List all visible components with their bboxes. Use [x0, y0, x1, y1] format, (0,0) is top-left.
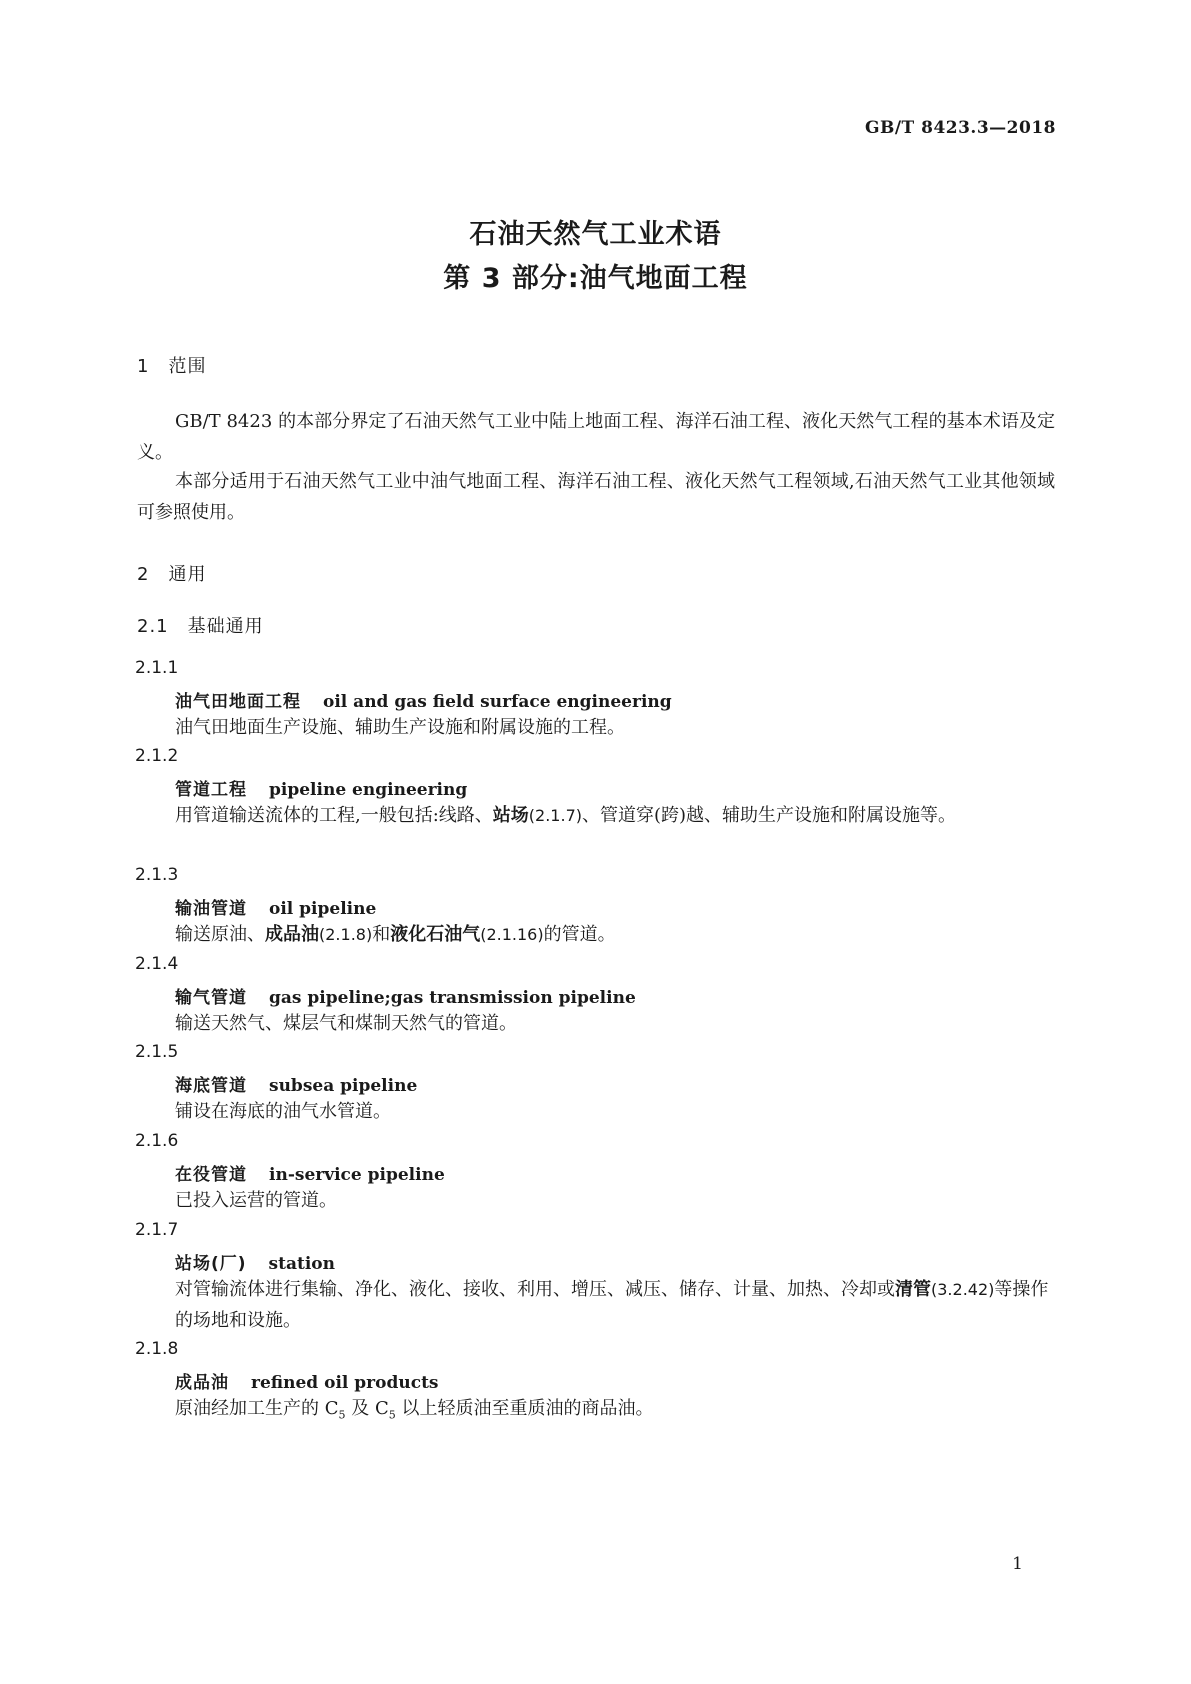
term-number: 2.1.7: [135, 1220, 179, 1240]
term-english: oil pipeline: [269, 899, 377, 919]
term-definition: 输送原油、成品油(2.1.8)和液化石油气(2.1.16)的管道。: [175, 924, 616, 945]
scope-paragraph-2: 本部分适用于石油天然气工业中油气地面工程、海洋石油工程、液化天然气工程领域,石油天然气工业其他领域可参照使用。: [137, 471, 1055, 523]
document-subtitle: 第 3 部分:油气地面工程: [443, 263, 748, 294]
term-chinese: 在役管道: [175, 1165, 247, 1185]
cross-reference-number: (2.1.16): [480, 925, 544, 944]
term-heading: [175, 1071, 417, 1096]
section-heading-general: 2 通用: [137, 564, 207, 585]
term-number: 2.1.1: [135, 658, 179, 678]
term-number: 2.1.6: [135, 1131, 179, 1151]
term-english: in-service pipeline: [269, 1165, 445, 1185]
term-definition: 输送天然气、煤层气和煤制天然气的管道。: [175, 1013, 517, 1034]
term-english: subsea pipeline: [269, 1076, 418, 1096]
cross-reference-number: (3.2.42): [931, 1280, 995, 1299]
term-heading: [175, 1160, 445, 1185]
term-english: pipeline engineering: [269, 780, 468, 800]
term-number: 2.1.8: [135, 1339, 179, 1359]
term-number: 2.1.2: [135, 746, 179, 766]
term-chinese: 海底管道: [175, 1076, 247, 1096]
term-definition: 已投入运营的管道。: [175, 1190, 337, 1211]
term-number: 2.1.5: [135, 1042, 179, 1062]
term-definition: 对管输流体进行集输、净化、液化、接收、利用、增压、减压、储存、计量、加热、冷却或清管(3.2.42)等操作的场地和设施。: [175, 1279, 1049, 1331]
term-heading: [175, 687, 672, 712]
term-chinese: 站场(厂): [175, 1254, 247, 1274]
term-english: station: [268, 1254, 335, 1274]
section-heading-basic: 2.1 基础通用: [137, 616, 264, 637]
term-chinese: 输油管道: [175, 899, 247, 919]
term-heading: [175, 775, 467, 800]
document-title: 石油天然气工业术语: [469, 219, 722, 250]
scope-paragraph-1: GB/T 8423 的本部分界定了石油天然气工业中陆上地面工程、海洋石油工程、液化天然气工程的基本术语及定义。: [137, 411, 1055, 463]
term-chinese: 成品油: [175, 1373, 229, 1393]
term-heading: [175, 1249, 335, 1274]
standard-number: GB/T 8423.3—2018: [864, 118, 1056, 138]
term-definition: 原油经加工生产的 $C_5$ 及 $C_5$ 以上轻质油至重质油的商品油。: [175, 1398, 654, 1422]
term-chinese: 管道工程: [175, 780, 247, 800]
term-heading: [175, 983, 636, 1008]
term-number: 2.1.3: [135, 865, 179, 885]
term-chinese: 油气田地面工程: [175, 692, 301, 712]
term-definition: 用管道输送流体的工程,一般包括:线路、站场(2.1.7)、管道穿(跨)越、辅助生产设施和附属设施等。: [175, 805, 957, 826]
subscript: 5: [338, 1408, 346, 1422]
subscript: 5: [388, 1408, 396, 1422]
term-heading: [175, 1368, 439, 1393]
term-english: gas pipeline;gas transmission pipeline: [269, 988, 636, 1008]
term-chinese: 输气管道: [175, 988, 247, 1008]
cross-reference-term: 成品油: [265, 924, 319, 945]
term-definition: 油气田地面生产设施、辅助生产设施和附属设施的工程。: [175, 717, 625, 738]
cross-reference-number: (2.1.7): [528, 806, 582, 825]
cross-reference-term: 液化石油气: [390, 924, 481, 945]
page-number: 1: [1012, 1554, 1023, 1574]
term-heading: [175, 894, 376, 919]
cross-reference-term: 站场: [492, 805, 529, 826]
cross-reference-number: (2.1.8): [319, 925, 373, 944]
term-english: oil and gas field surface engineering: [323, 692, 672, 712]
term-definition: 铺设在海底的油气水管道。: [175, 1101, 391, 1122]
term-english: refined oil products: [251, 1373, 439, 1393]
cross-reference-term: 清管: [895, 1279, 931, 1300]
term-number: 2.1.4: [135, 954, 179, 974]
section-heading-scope: 1 范围: [137, 356, 207, 377]
